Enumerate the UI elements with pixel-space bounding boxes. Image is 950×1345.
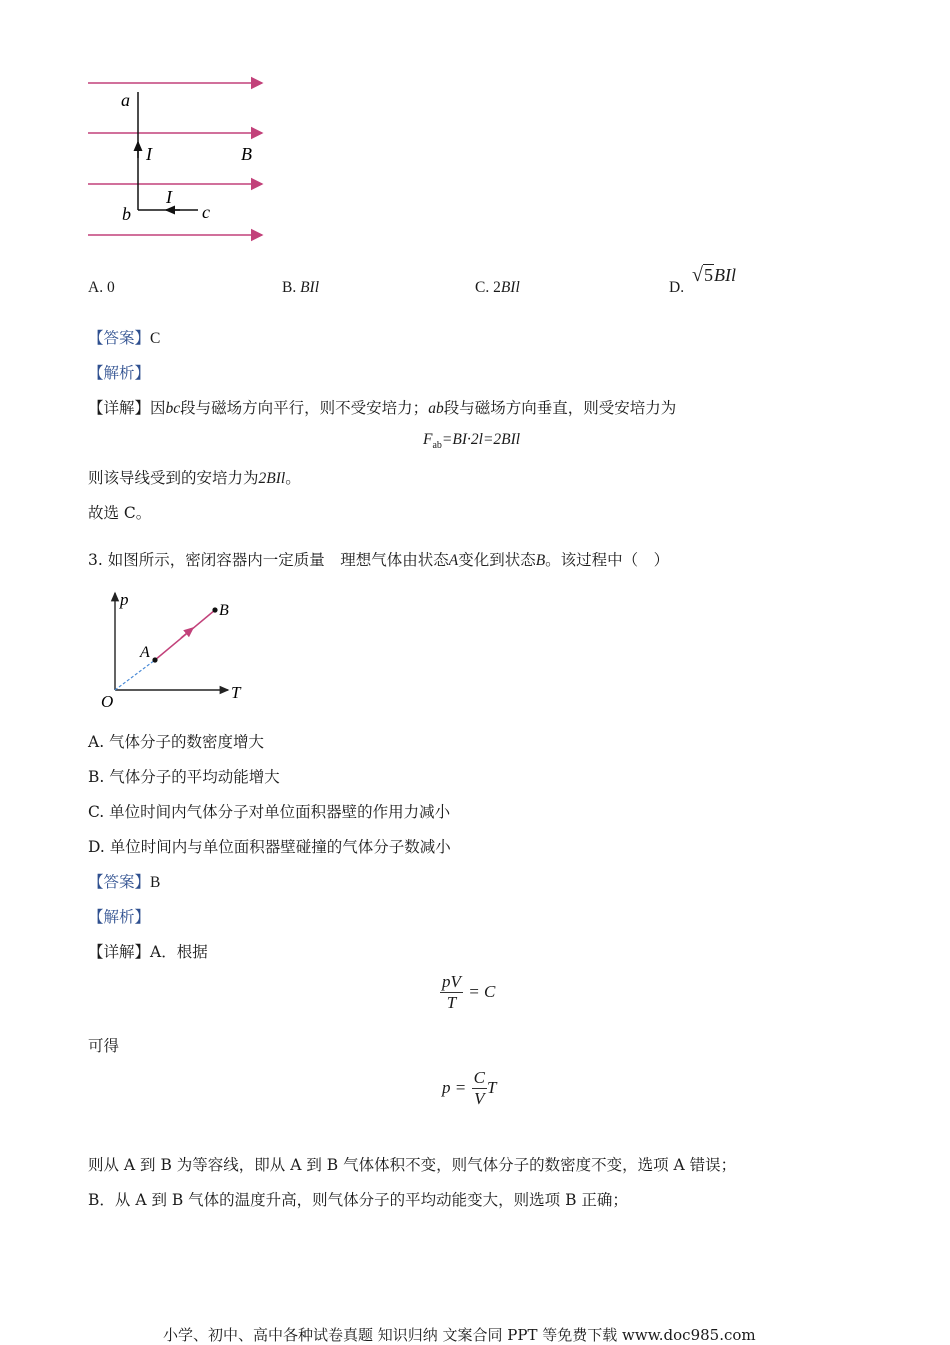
q2-answer: 【答案】C: [88, 329, 161, 347]
label-B: B: [219, 602, 229, 619]
origin-label: O: [101, 692, 114, 711]
q3-detail: 【详解】A．根据: [88, 943, 208, 961]
q2-formula: $F_{ab}=BI\cdot 2l=2BIl$: [423, 431, 521, 452]
equation-p-c-v-t: p = $\frac{C}{V}$ T: [442, 1068, 497, 1108]
magnetic-field-figure: [80, 70, 280, 245]
point-A: [152, 657, 157, 662]
label-I-vertical: I: [146, 144, 152, 164]
option-c: C. 2BIl: [475, 279, 520, 296]
label-a: a: [121, 90, 130, 110]
q2-conclusion: 则该导线受到的安培力为2BIl。: [88, 469, 301, 487]
q3-obtain: 可得: [88, 1037, 120, 1055]
point-B: [212, 607, 217, 612]
label-I-horizontal: I: [166, 187, 172, 207]
q3-stem: 3. 如图所示，密闭容器内一定质量 理想气体由状态A变化到状态B。该过程中（ ）: [88, 551, 670, 569]
label-A: A: [140, 644, 150, 661]
q3-answer: 【答案】B: [88, 873, 161, 891]
q2-choose: 故选 C。: [88, 504, 152, 522]
axis-label-p: p: [120, 590, 129, 609]
q2-detail: 【详解】因bc段与磁场方向平行，则不受安培力；ab段与磁场方向垂直，则受安培力为: [88, 399, 677, 417]
extrapolation-dashed: [115, 660, 155, 690]
label-c: c: [202, 202, 210, 222]
q3-option-a: A. 气体分子的数密度增大: [88, 733, 265, 751]
p-T-diagram: [95, 585, 260, 715]
q3-line-b: B．从 A 到 B 气体的温度升高，则气体分子的平均动能变大，则选项 B 正确；: [88, 1191, 628, 1209]
option-a: A. 0: [88, 279, 115, 296]
process-arrow: [181, 628, 193, 638]
axis-label-T: T: [231, 683, 241, 702]
page-footer: 小学、初中、高中各种试卷真题 知识归纳 文案合同 PPT 等免费下载 www.doc985.com: [163, 1326, 756, 1344]
option-d: D.: [669, 279, 685, 296]
q3-option-b: B. 气体分子的平均动能增大: [88, 768, 280, 786]
q3-line-a: 则从 A 到 B 为等容线，即从 A 到 B 气体体积不变，则气体分子的数密度不变，选项 A 错误；: [88, 1156, 737, 1174]
q3-option-c: C. 单位时间内气体分子对单位面积器壁的作用力减小: [88, 803, 451, 821]
q3-option-d: D. 单位时间内与单位面积器壁碰撞的气体分子数减小: [88, 838, 451, 856]
label-B-field: B: [241, 144, 252, 164]
option-d-formula: √5BIl: [692, 264, 736, 286]
label-b: b: [122, 204, 131, 224]
option-b: B. BIl: [282, 279, 320, 296]
equation-pv-t: $\frac{pV}{T}$ = C: [442, 972, 496, 1012]
q2-analysis-tag: 【解析】: [88, 364, 151, 382]
q3-analysis-tag: 【解析】: [88, 908, 151, 926]
